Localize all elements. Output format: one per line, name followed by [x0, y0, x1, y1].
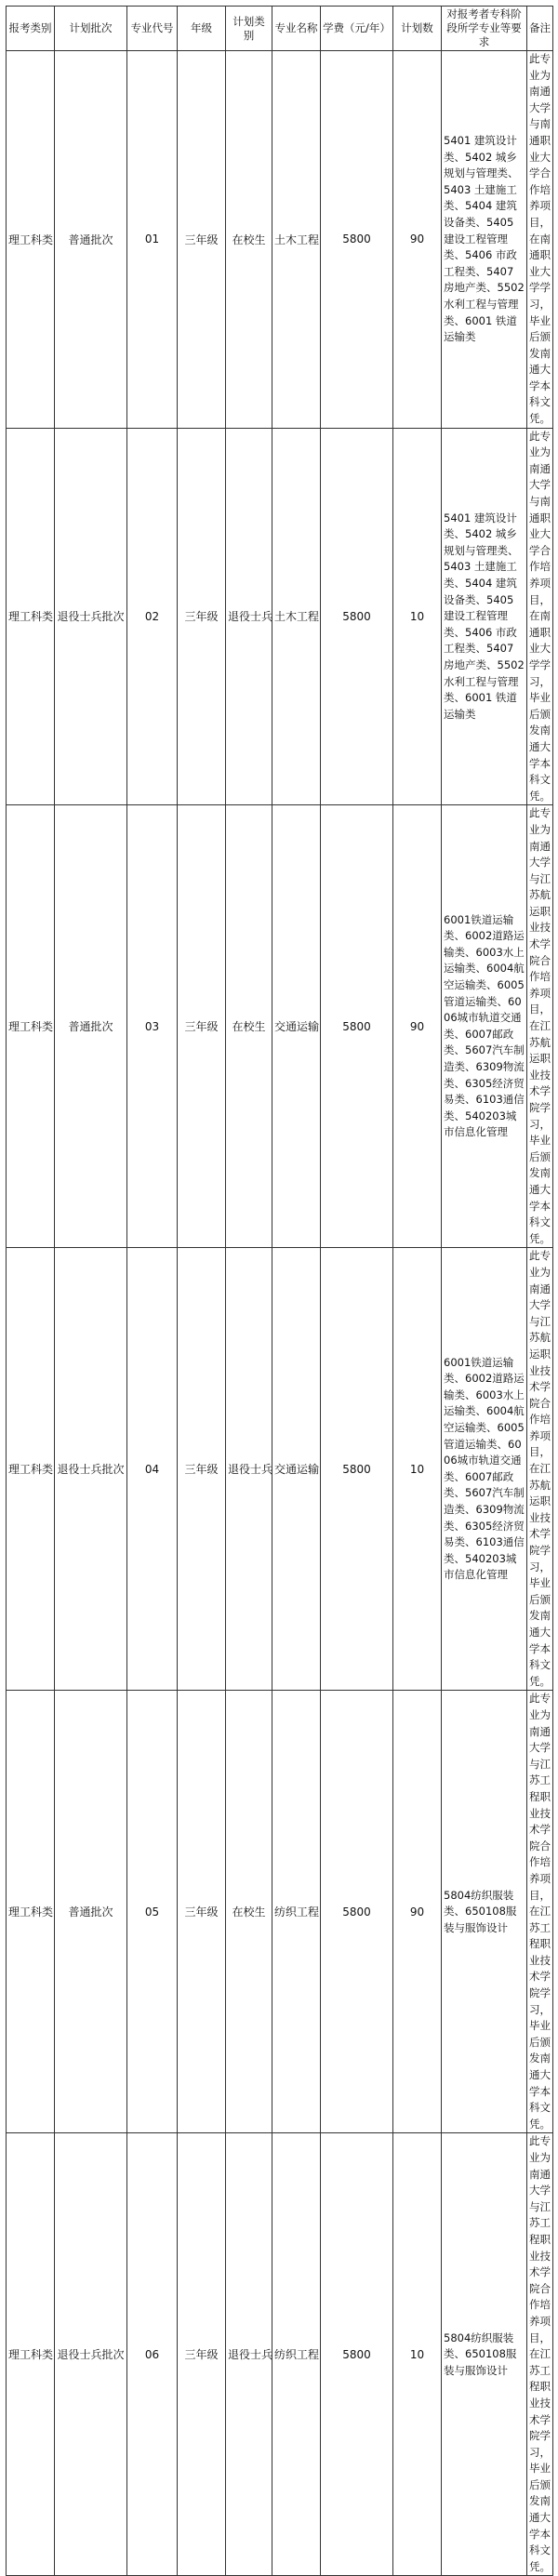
header-requirement: 对报考者专科阶段所学专业等要求	[442, 7, 527, 51]
cell-category: 理工科类	[7, 1691, 55, 2133]
cell-plan-type: 退役士兵	[226, 2133, 272, 2576]
cell-batch: 普通批次	[55, 51, 127, 429]
cell-tuition: 5800	[321, 51, 393, 429]
cell-requirement: 5804纺织服装类、650108服装与服饰设计	[442, 2133, 527, 2576]
cell-grade: 三年级	[178, 51, 226, 429]
cell-grade: 三年级	[178, 1691, 226, 2133]
cell-requirement: 6001铁道运输类、6002道路运输类、6003水上运输类、6004航空运输类、6005管道运输类、6006城市轨道交通类、6007邮政类、5607汽车制造类、6309物流类、6305经济贸易类、6103通信类、540203城市信息化管理	[442, 1248, 527, 1691]
cell-batch: 退役士兵批次	[55, 1248, 127, 1691]
cell-grade: 三年级	[178, 428, 226, 805]
cell-category: 理工科类	[7, 1248, 55, 1691]
cell-category: 理工科类	[7, 805, 55, 1248]
header-category: 报考类别	[7, 7, 55, 51]
header-tuition: 学费（元/年）	[321, 7, 393, 51]
cell-plan-type: 退役士兵	[226, 428, 272, 805]
cell-tuition: 5800	[321, 2133, 393, 2576]
cell-requirement: 5401 建筑设计类、5402 城乡规划与管理类、5403 土建施工类、5404 建筑设备类、5405 建设工程管理类、5406 市政工程类、5407 房地产类、5502 水利工程与管理类、6001 铁道运输类	[442, 428, 527, 805]
cell-quota: 10	[393, 1248, 442, 1691]
cell-major: 纺织工程	[272, 1691, 321, 2133]
table-row	[7, 1691, 553, 2133]
cell-note: 此专业为南通大学与江苏工程职业技术学院合作培养项目，在江苏工程职业技术学院学习，毕业后颁发南通大学本科文凭。	[527, 1691, 553, 2133]
cell-plan-type: 在校生	[226, 51, 272, 429]
cell-tuition: 5800	[321, 428, 393, 805]
cell-tuition: 5800	[321, 1248, 393, 1691]
table-row	[7, 2133, 553, 2576]
cell-code: 06	[127, 2133, 178, 2576]
table-row	[7, 51, 553, 429]
header-grade: 年级	[178, 7, 226, 51]
header-batch: 计划批次	[55, 7, 127, 51]
header-code: 专业代号	[127, 7, 178, 51]
cell-note: 此专业为南通大学与南通职业大学合作培养项目，在南通职业大学学习，毕业后颁发南通大学本科文凭。	[527, 51, 553, 429]
cell-batch: 普通批次	[55, 805, 127, 1248]
cell-note: 此专业为南通大学与江苏航运职业技术学院合作培养项目，在江苏航运职业技术学院学习，毕业后颁发南通大学本科文凭。	[527, 1248, 553, 1691]
cell-quota: 90	[393, 805, 442, 1248]
cell-code: 05	[127, 1691, 178, 2133]
cell-major: 土木工程	[272, 428, 321, 805]
cell-requirement: 6001铁道运输类、6002道路运输类、6003水上运输类、6004航空运输类、6005管道运输类、6006城市轨道交通类、6007邮政类、5607汽车制造类、6309物流类、6305经济贸易类、6103通信类、540203城市信息化管理	[442, 805, 527, 1248]
cell-category: 理工科类	[7, 2133, 55, 2576]
header-plan-type: 计划类别	[226, 7, 272, 51]
admissions-plan-table	[6, 6, 553, 2576]
cell-note: 此专业为南通大学与南通职业大学合作培养项目，在南通职业大学学习，毕业后颁发南通大学本科文凭。	[527, 428, 553, 805]
cell-grade: 三年级	[178, 1248, 226, 1691]
page	[6, 6, 552, 2576]
cell-quota: 90	[393, 1691, 442, 2133]
cell-grade: 三年级	[178, 2133, 226, 2576]
header-note: 备注	[527, 7, 553, 51]
table-row	[7, 805, 553, 1248]
cell-batch: 普通批次	[55, 1691, 127, 2133]
cell-quota: 10	[393, 428, 442, 805]
table-row	[7, 428, 553, 805]
cell-plan-type: 在校生	[226, 1691, 272, 2133]
cell-code: 02	[127, 428, 178, 805]
cell-category: 理工科类	[7, 51, 55, 429]
cell-tuition: 5800	[321, 1691, 393, 2133]
cell-note: 此专业为南通大学与江苏航运职业技术学院合作培养项目，在江苏航运职业技术学院学习，毕业后颁发南通大学本科文凭。	[527, 805, 553, 1248]
header-row	[7, 7, 553, 51]
cell-major: 土木工程	[272, 51, 321, 429]
header-quota: 计划数	[393, 7, 442, 51]
cell-code: 04	[127, 1248, 178, 1691]
cell-major: 纺织工程	[272, 2133, 321, 2576]
cell-code: 03	[127, 805, 178, 1248]
cell-batch: 退役士兵批次	[55, 428, 127, 805]
cell-code: 01	[127, 51, 178, 429]
cell-plan-type: 在校生	[226, 805, 272, 1248]
cell-quota: 10	[393, 2133, 442, 2576]
cell-batch: 退役士兵批次	[55, 2133, 127, 2576]
cell-quota: 90	[393, 51, 442, 429]
cell-requirement: 5804纺织服装类、650108服装与服饰设计	[442, 1691, 527, 2133]
cell-plan-type: 退役士兵	[226, 1248, 272, 1691]
cell-note: 此专业为南通大学与江苏工程职业技术学院合作培养项目，在江苏工程职业技术学院学习，毕业后颁发南通大学本科文凭。	[527, 2133, 553, 2576]
table-row	[7, 1248, 553, 1691]
cell-major: 交通运输	[272, 805, 321, 1248]
cell-requirement: 5401 建筑设计类、5402 城乡规划与管理类、5403 土建施工类、5404 建筑设备类、5405 建设工程管理类、5406 市政工程类、5407 房地产类、5502 水利工程与管理类、6001 铁道运输类	[442, 51, 527, 429]
cell-major: 交通运输	[272, 1248, 321, 1691]
cell-grade: 三年级	[178, 805, 226, 1248]
cell-category: 理工科类	[7, 428, 55, 805]
header-major: 专业名称	[272, 7, 321, 51]
cell-tuition: 5800	[321, 805, 393, 1248]
